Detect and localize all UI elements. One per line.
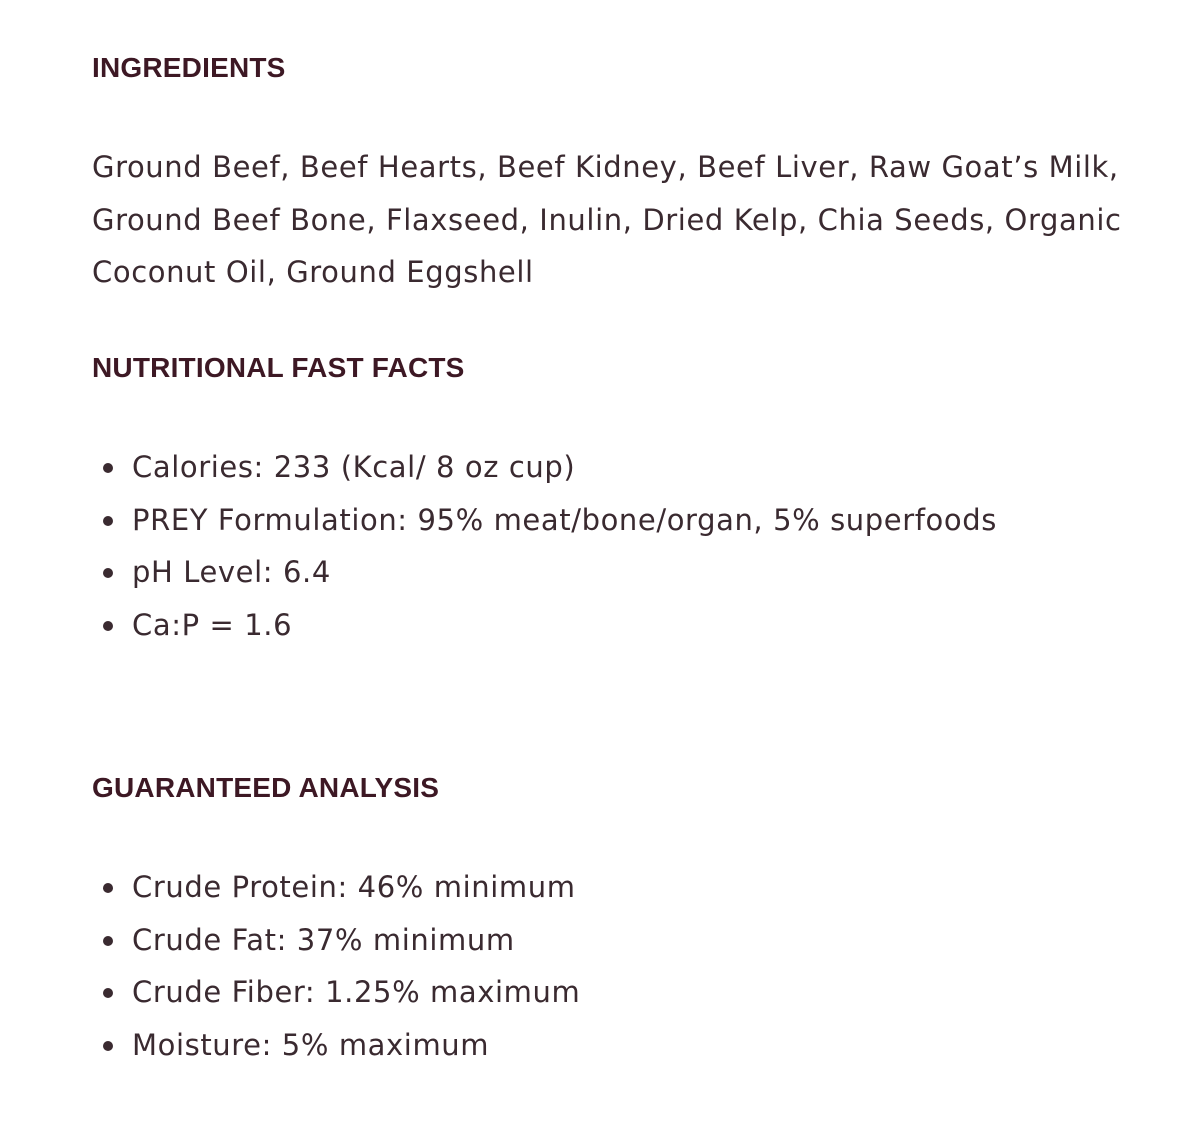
list-item bbox=[92, 861, 580, 914]
list-item-text: Calories: 233 (Kcal/ 8 oz cup) bbox=[132, 450, 576, 484]
list-item-text: Crude Protein: 46% minimum bbox=[132, 870, 576, 904]
list-item bbox=[92, 494, 997, 547]
ingredients-text: Ground Beef, Beef Hearts, Beef Kidney, Beef Liver, Raw Goat’s Milk, Ground Beef Bone, Flaxseed, Inulin, Dried Kelp, Chia Seeds, Organic Coconut Oil, Ground Eggshell bbox=[92, 150, 1122, 289]
guaranteed-analysis-heading: GUARANTEED ANALYSIS bbox=[92, 772, 440, 803]
bullet-icon bbox=[103, 988, 113, 998]
bullet-icon bbox=[103, 1041, 113, 1051]
bullet-icon bbox=[103, 883, 113, 893]
bullet-icon bbox=[103, 463, 113, 473]
list-item bbox=[92, 914, 580, 967]
bullet-icon bbox=[103, 936, 113, 946]
list-item bbox=[92, 1019, 580, 1072]
list-item bbox=[92, 441, 997, 494]
guaranteed-analysis-list bbox=[92, 861, 580, 1071]
nutritional-fast-facts-heading: NUTRITIONAL FAST FACTS bbox=[92, 352, 465, 383]
bullet-icon bbox=[103, 516, 113, 526]
list-item bbox=[92, 546, 997, 599]
bullet-icon bbox=[103, 621, 113, 631]
nutritional-facts-list bbox=[92, 441, 997, 651]
list-item-text: PREY Formulation: 95% meat/bone/organ, 5% superfoods bbox=[132, 502, 997, 537]
list-item-text: Ca:P = 1.6 bbox=[132, 607, 293, 642]
list-item-text: pH Level: 6.4 bbox=[132, 555, 331, 589]
list-item-text: Crude Fat: 37% minimum bbox=[132, 922, 515, 957]
ingredients-heading: INGREDIENTS bbox=[92, 52, 286, 83]
list-item-text: Crude Fiber: 1.25% maximum bbox=[132, 975, 581, 1009]
bullet-icon bbox=[103, 568, 113, 578]
list-item bbox=[92, 966, 580, 1019]
list-item-text: Moisture: 5% maximum bbox=[132, 1027, 490, 1062]
list-item bbox=[92, 599, 997, 652]
